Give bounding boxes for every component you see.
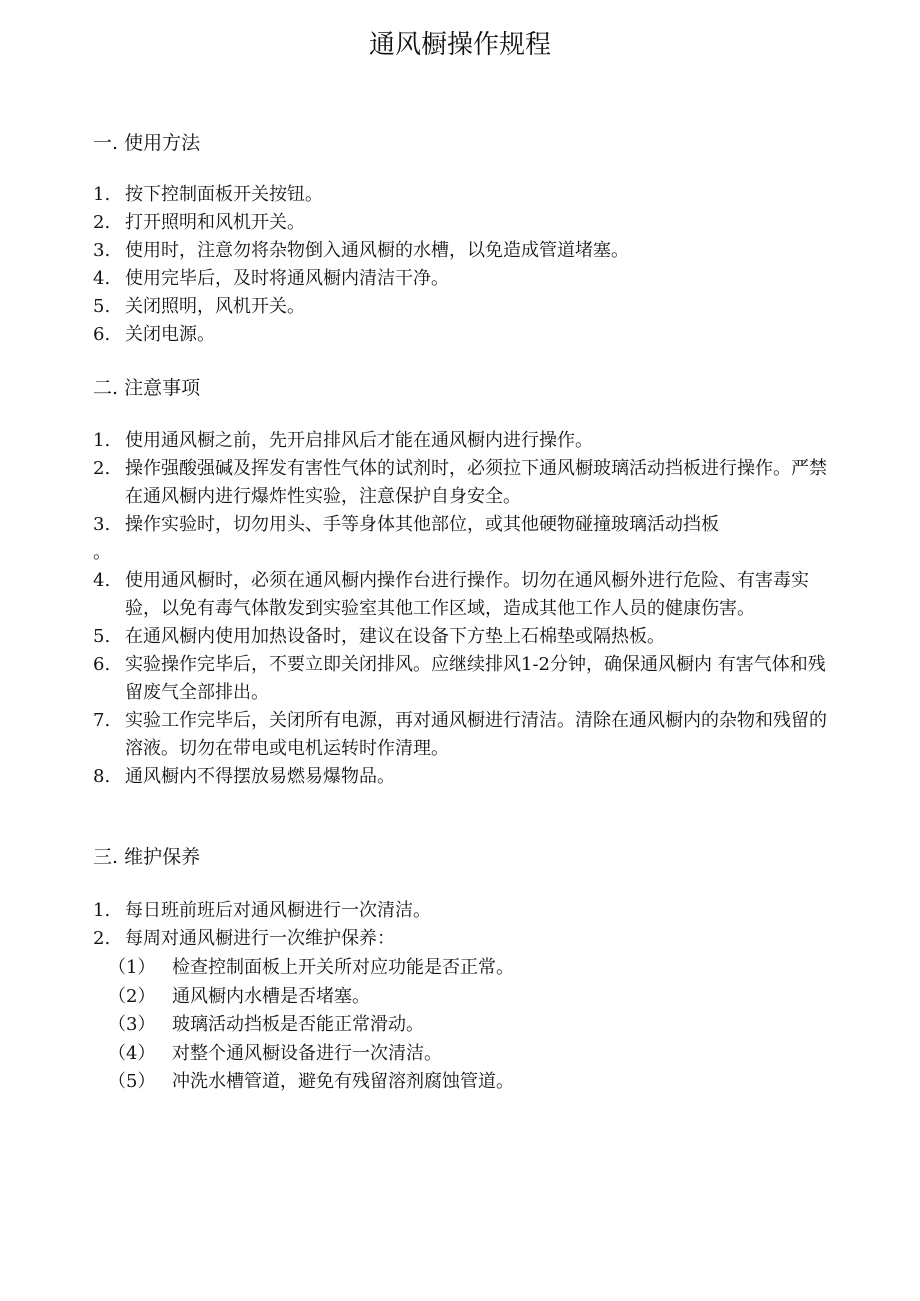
precautions-list: [93, 427, 828, 791]
list-item: 5. 关闭照明，风机开关。: [93, 296, 305, 317]
list-item: 7. 实验工作完毕后，关闭所有电源，再对通风橱进行清洁。清除在通风橱内的杂物和残留的溶液。切勿在带电或电机运转时作清理。: [93, 710, 827, 759]
list-item: 6. 实验操作完毕后，不要立即关闭排风。应继续排风1-2分钟，确保通风橱内 有害气体和残留废气全部排出。: [93, 654, 826, 703]
list-item: 1. 每日班前班后对通风橱进行一次清洁。: [93, 900, 431, 921]
list-item: 2. 每周对通风橱进行一次维护保养：: [93, 928, 395, 949]
maintenance-sublist: [108, 954, 808, 1097]
list-item: 4. 使用完毕后，及时将通风橱内清洁干净。: [93, 268, 449, 289]
list-item: 5. 在通风橱内使用加热设备时，建议在设备下方垫上石棉垫或隔热板。: [93, 626, 665, 647]
sub-list-item: （2） 通风橱内水槽是否堵塞。: [108, 985, 370, 1007]
list-item: 3. 使用时，注意勿将杂物倒入通风橱的水槽，以免造成管道堵塞。: [93, 240, 629, 261]
list-item: 3. 操作实验时，切勿用头、手等身体其他部位，或其他硬物碰撞玻璃活动挡板 。: [93, 514, 719, 563]
maintenance-list: [93, 897, 828, 953]
document-title: 通风橱操作规程: [368, 30, 551, 60]
list-item: 2. 操作强酸强碱及挥发有害性气体的试剂时，必须拉下通风橱玻璃活动挡板进行操作。严禁在通风橱内进行爆炸性实验，注意保护自身安全。: [93, 458, 827, 507]
sub-list-item: （5） 冲洗水槽管道，避免有残留溶剂腐蚀管道。: [108, 1071, 514, 1092]
section-heading-usage: 一. 使用方法: [93, 132, 201, 154]
list-item: 1. 使用通风橱之前，先开启排风后才能在通风橱内进行操作。: [93, 430, 593, 451]
section-heading-precautions: 二. 注意事项: [93, 377, 201, 399]
list-item: 1. 按下控制面板开关按钮。: [93, 184, 323, 205]
list-item: 6. 关闭电源。: [93, 324, 215, 345]
sub-list-item: （3） 玻璃活动挡板是否能正常滑动。: [108, 1014, 424, 1035]
list-item: 8. 通风橱内不得摆放易燃易爆物品。: [93, 766, 395, 787]
usage-list: [93, 181, 828, 349]
sub-list-item: （1） 检查控制面板上开关所对应功能是否正常。: [108, 957, 514, 978]
section-heading-maintenance: 三. 维护保养: [93, 846, 201, 868]
list-item: 4. 使用通风橱时，必须在通风橱内操作台进行操作。切勿在通风橱外进行危险、有害毒实验，以免有毒气体散发到实验室其他工作区域，造成其他工作人员的健康伤害。: [93, 570, 809, 619]
list-item: 2. 打开照明和风机开关。: [93, 212, 305, 233]
sub-list-item: （4） 对整个通风橱设备进行一次清洁。: [108, 1042, 442, 1064]
